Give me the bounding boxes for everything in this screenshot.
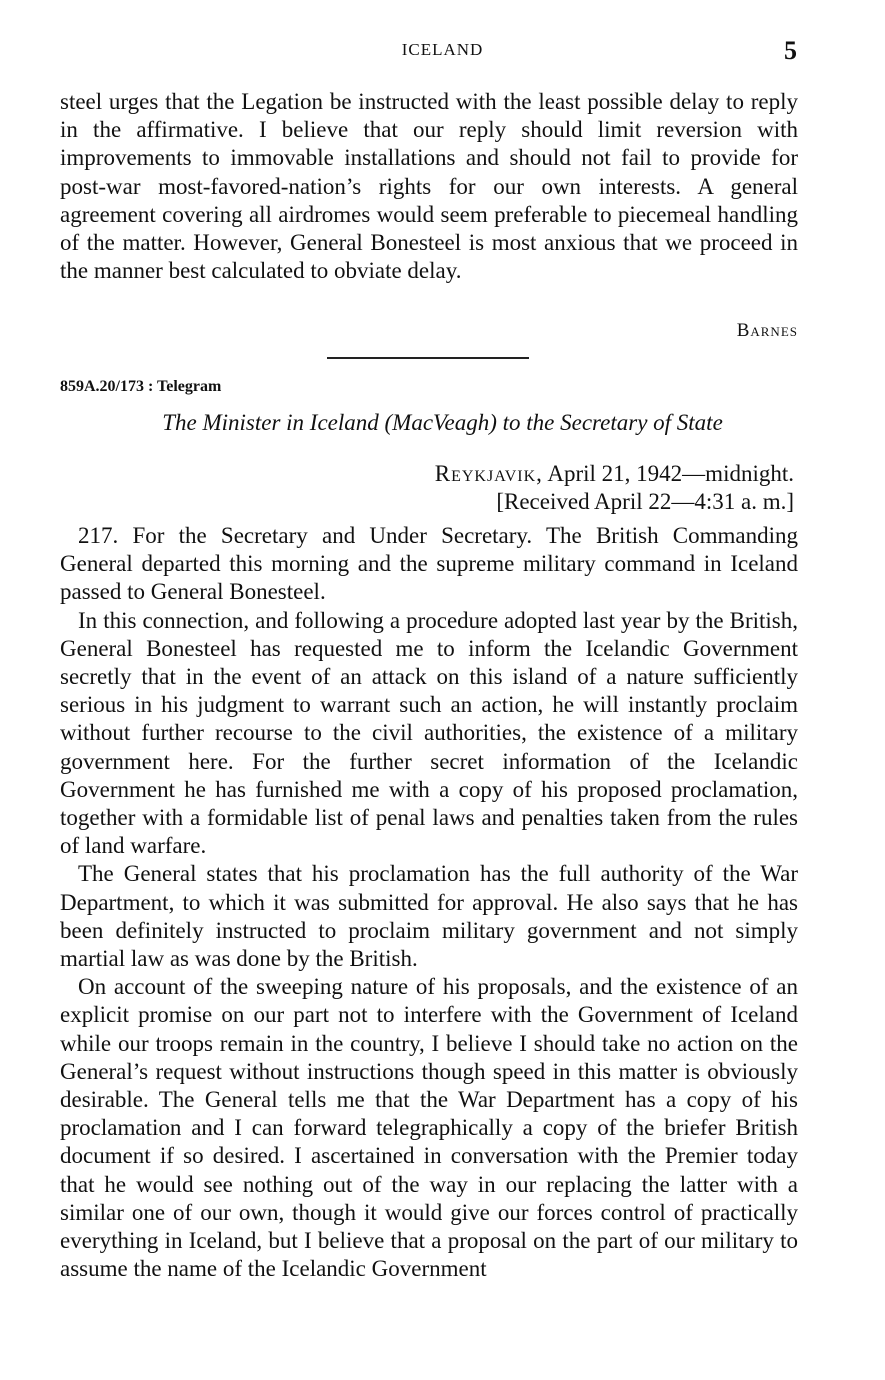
body-paragraph-1: 217. For the Secretary and Under Secretary. The British Commanding General departed this morning and the supreme military command in Iceland passed to General Bonesteel. [60, 523, 798, 605]
document-title: The Minister in Iceland (MacVeagh) to the Secretary of State [162, 410, 723, 435]
file-reference: 859A.20/173 : Telegram [60, 378, 222, 395]
dateline-place: Reykjavik, [434, 461, 543, 486]
body-paragraph-2: In this connection, and following a procedure adopted last year by the British, General Bonesteel has requested me to inform the Icelandic Government secretly that in the event of an attack on this island of a nature sufficiently serious in his judgment to warrant such an action, he will instantly proclaim without further recourse to the civil authorities, the existence of a military government here. For the further secret information of the Icelandic Government he has furnished me with a copy of his proposed proclamation, together with a formidable list of penal laws and penalties taken from the rules of land warfare. [60, 607, 798, 859]
dateline-date: April 21, 1942—midnight. [547, 461, 794, 486]
continuation-paragraph: steel urges that the Legation be instructed with the least possible delay to reply in the affirmative. I believe that our reply should limit reversion with improvements to immovable installations and should not fail to provide for post-war most-favored-nation’s rights for our own interests. A general agreement covering all airdromes would seem preferable to piecemeal handling of the matter. However, General Bonesteel is most anxious that we proceed in the manner best calculated to obviate delay. [60, 89, 798, 284]
dateline [300, 460, 794, 516]
section-divider [327, 357, 529, 359]
signature: Barnes [736, 320, 798, 341]
running-head: ICELAND [401, 40, 484, 59]
body-paragraph-4: On account of the sweeping nature of his proposals, and the existence of an explicit promise on our part not to interfere with the Government of Iceland while our troops remain in the country, I believe I should take no action on the General’s request without instructions though speed in this matter is obviously desirable. The General tells me that the War Department has a copy of his proclamation and I can forward telegraphically a copy of the briefer British document if so desired. I ascertained in conversation with the Premier today that he would see nothing out of the way in our replacing the latter with a similar one of our own, though it would give our forces control of practically everything in Iceland, but I believe that a proposal on the part of our military to assume the name of the Icelandic Government [60, 974, 798, 1282]
page-number: 5 [784, 36, 797, 65]
telegram-body [60, 522, 798, 1283]
continuation-block [60, 88, 798, 285]
body-paragraph-3: The General states that his proclamation has the full authority of the War Department, to which it was submitted for approval. He also says that he has been definitely instructed to proclaim military government and not simply martial law as was done by the British. [60, 861, 798, 972]
dateline-received: [Received April 22—4:31 a. m.] [496, 489, 794, 514]
dateline-sent [300, 460, 794, 488]
